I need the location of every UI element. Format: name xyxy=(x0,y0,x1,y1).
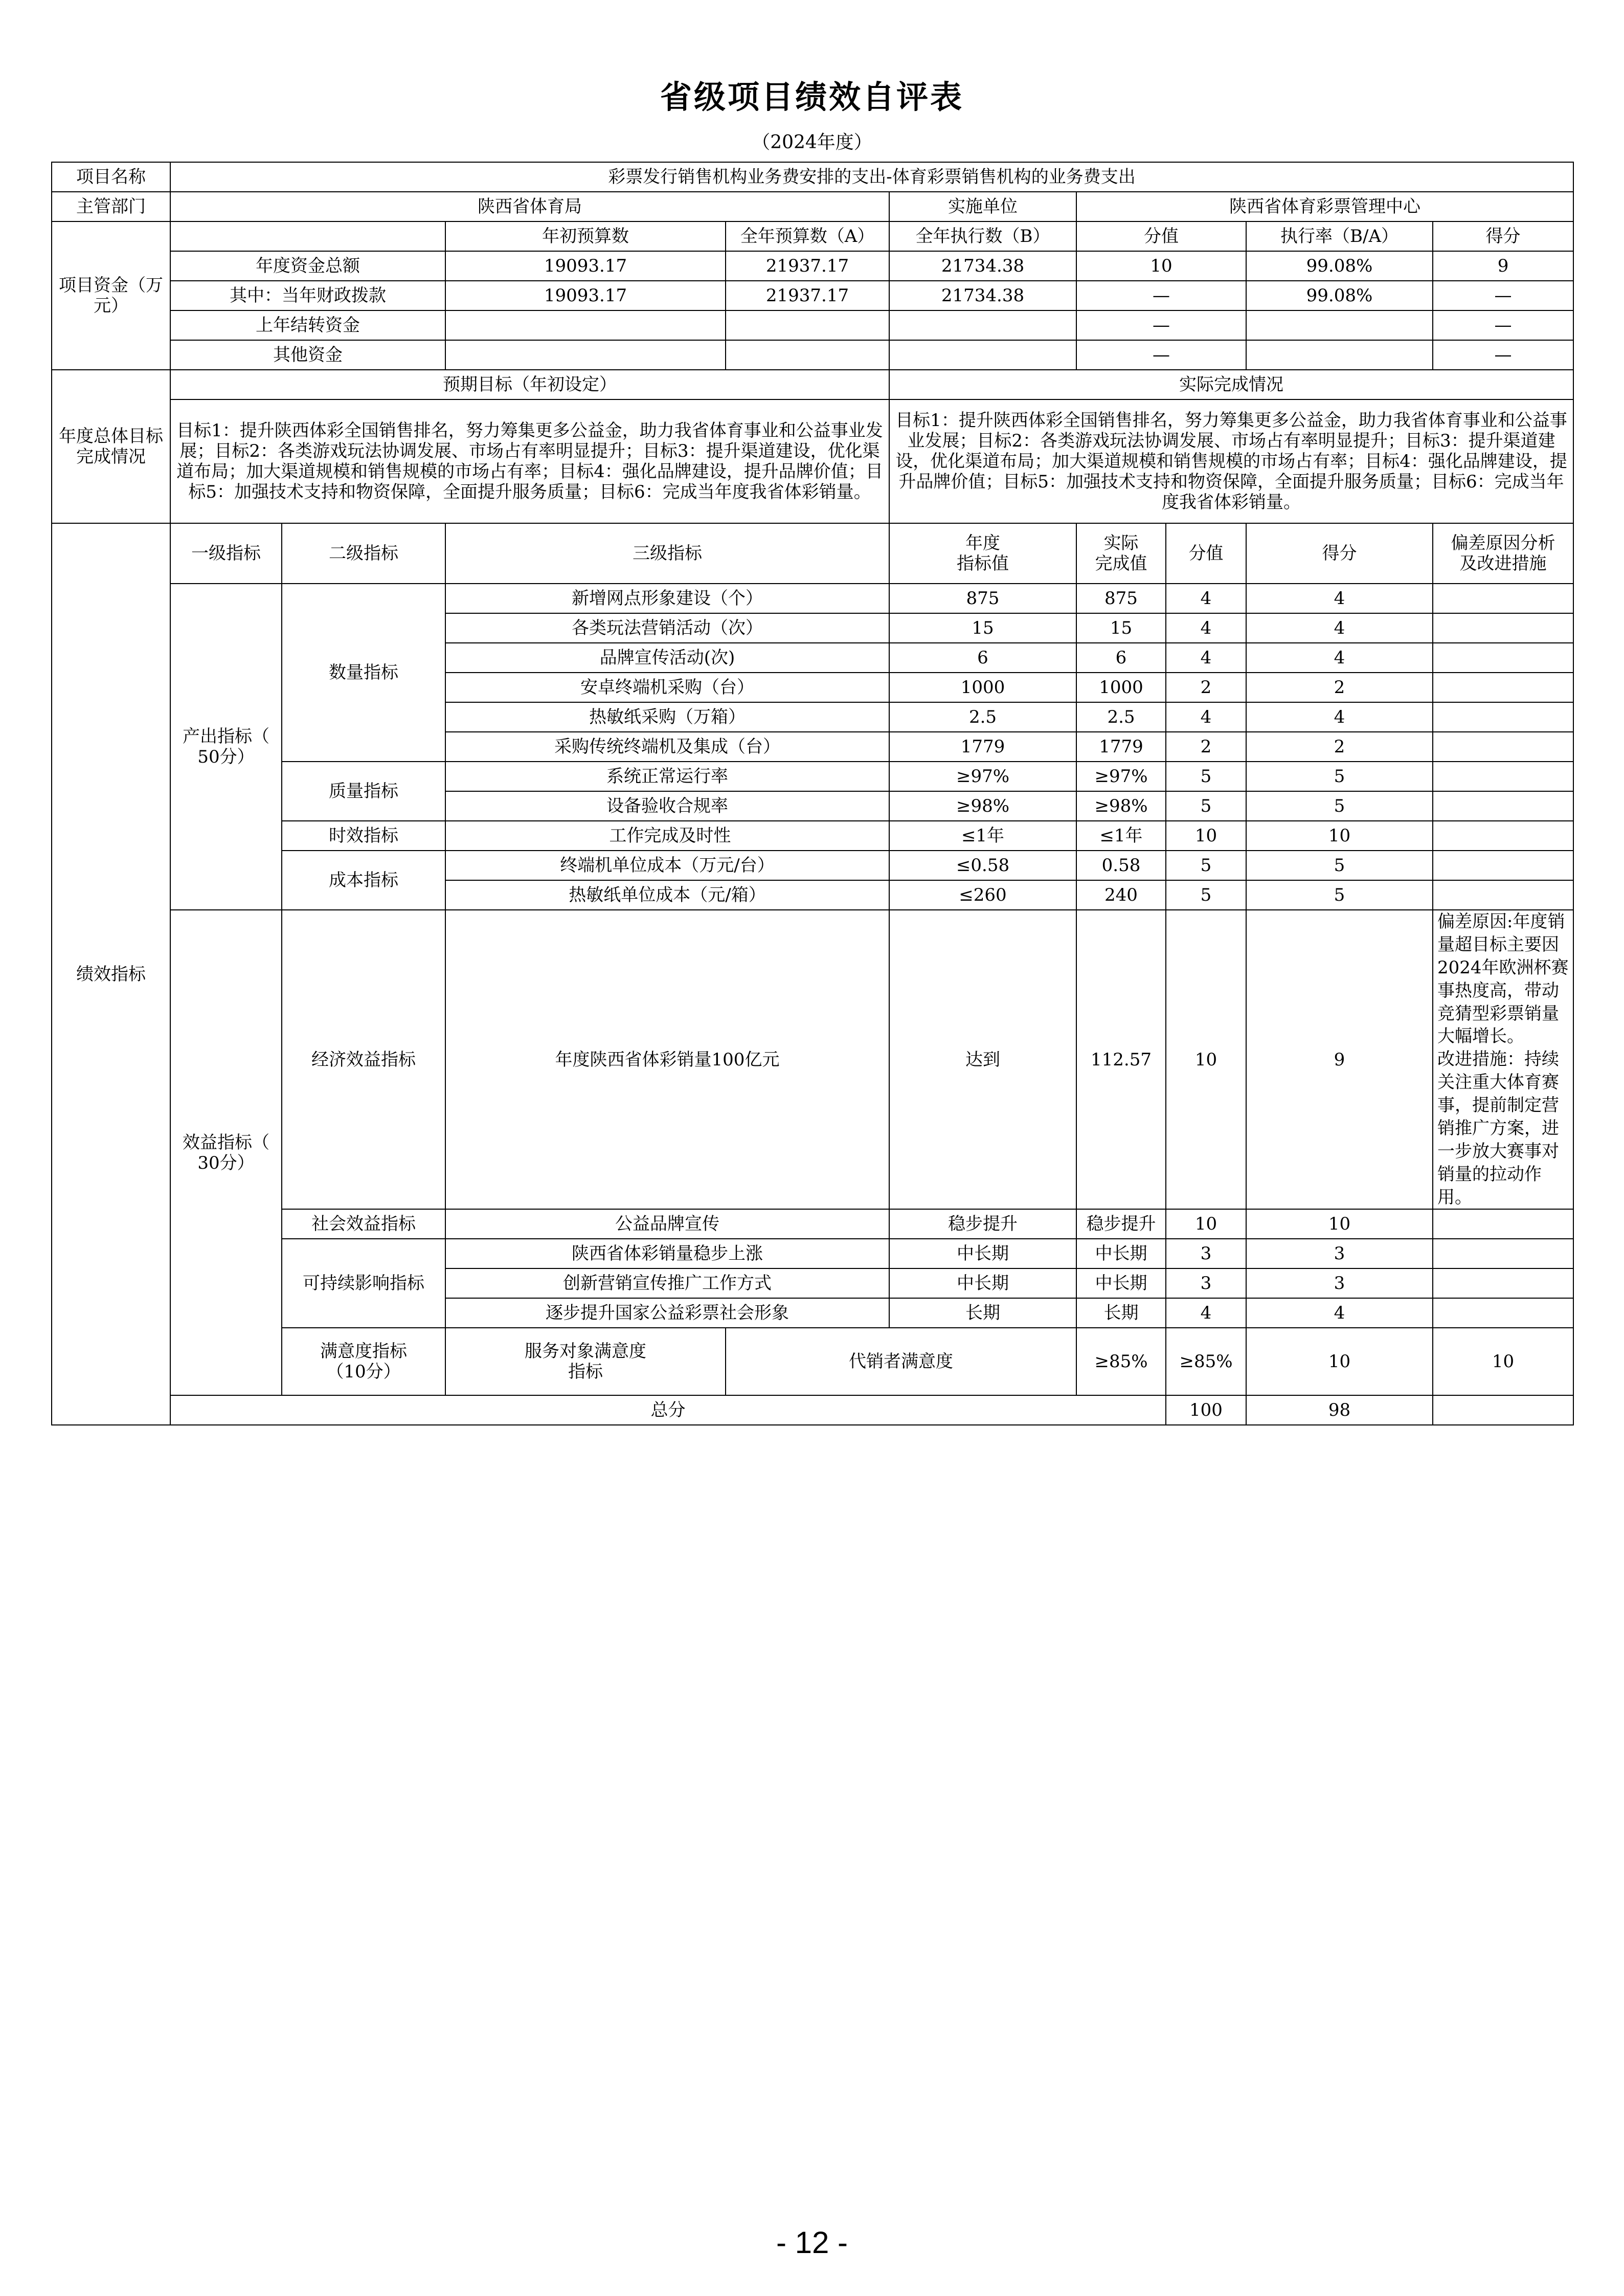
implementer-value: 陕西省体育彩票管理中心 xyxy=(1076,192,1573,221)
funds-cell: 21734.38 xyxy=(889,281,1076,310)
indicator-score: 9 xyxy=(1246,910,1433,1209)
indicator-name: 工作完成及时性 xyxy=(445,821,889,851)
indicator-name: 系统正常运行率 xyxy=(445,762,889,791)
indicator-actual: 112.57 xyxy=(1076,910,1166,1209)
indicator-name: 公益品牌宣传 xyxy=(445,1209,889,1239)
indicator-score: 5 xyxy=(1246,791,1433,821)
indicator-target: 1779 xyxy=(889,732,1076,762)
indicator-reason xyxy=(1433,643,1573,673)
sustainable-label: 可持续影响指标 xyxy=(282,1239,445,1328)
indicator-name: 年度陕西省体彩销量100亿元 xyxy=(445,910,889,1209)
indicator-name: 热敏纸单位成本（元/箱） xyxy=(445,880,889,910)
funds-row-label: 其中：当年财政拨款 xyxy=(170,281,445,310)
indicator-score: 5 xyxy=(1246,762,1433,791)
funds-cell: — xyxy=(1433,281,1573,310)
funds-row xyxy=(52,251,1573,281)
indicator-actual: 0.58 xyxy=(1076,851,1166,880)
indicator-score: 4 xyxy=(1246,584,1433,613)
level1-header: 一级指标 xyxy=(170,523,282,584)
indicator-row xyxy=(52,910,1573,1209)
indicator-reason xyxy=(1433,673,1573,702)
funds-row-label: 其他资金 xyxy=(170,340,445,370)
indicator-name: 陕西省体彩销量稳步上涨 xyxy=(445,1239,889,1268)
indicator-actual: 2.5 xyxy=(1076,702,1166,732)
indicator-value: 10 xyxy=(1246,1328,1433,1395)
actual-header: 实际 完成值 xyxy=(1076,523,1166,584)
funds-cell xyxy=(1246,310,1433,340)
funds-label: 项目资金（万元） xyxy=(52,221,170,370)
satisfaction-sub-label: 服务对象满意度 指标 xyxy=(445,1328,726,1395)
cost-label: 成本指标 xyxy=(282,851,445,910)
total-reason xyxy=(1433,1395,1573,1425)
score-header: 得分 xyxy=(1246,523,1433,584)
indicator-name: 逐步提升国家公益彩票社会形象 xyxy=(445,1298,889,1328)
benefit-label: 效益指标（ 30分） xyxy=(170,910,282,1395)
indicator-actual: 1000 xyxy=(1076,673,1166,702)
indicator-reason xyxy=(1433,762,1573,791)
indicator-name: 热敏纸采购（万箱） xyxy=(445,702,889,732)
funds-cell: — xyxy=(1076,281,1246,310)
indicator-target: 875 xyxy=(889,584,1076,613)
funds-cell: 19093.17 xyxy=(445,281,726,310)
total-label: 总分 xyxy=(170,1395,1166,1425)
funds-cell xyxy=(889,340,1076,370)
indicator-actual: ≥85% xyxy=(1166,1328,1246,1395)
indicator-value: 3 xyxy=(1166,1239,1246,1268)
timeliness-label: 时效指标 xyxy=(282,821,445,851)
indicator-score: 5 xyxy=(1246,880,1433,910)
indicator-name: 代销者满意度 xyxy=(726,1328,1076,1395)
indicator-name: 品牌宣传活动(次) xyxy=(445,643,889,673)
funds-cell xyxy=(445,310,726,340)
funds-cell: — xyxy=(1076,310,1246,340)
indicator-target: 达到 xyxy=(889,910,1076,1209)
quantity-label: 数量指标 xyxy=(282,584,445,762)
indicator-reason xyxy=(1433,880,1573,910)
planned-goal-header: 预期目标（年初设定） xyxy=(170,370,889,399)
social-label: 社会效益指标 xyxy=(282,1209,445,1239)
indicator-name: 设备验收合规率 xyxy=(445,791,889,821)
indicator-value: 2 xyxy=(1166,673,1246,702)
funds-cell xyxy=(1246,340,1433,370)
funds-row-label: 年度资金总额 xyxy=(170,251,445,281)
indicator-actual: 中长期 xyxy=(1076,1268,1166,1298)
indicator-actual: ≤1年 xyxy=(1076,821,1166,851)
indicator-value: 4 xyxy=(1166,643,1246,673)
funds-cell: 21937.17 xyxy=(726,281,889,310)
indicator-name: 创新营销宣传推广工作方式 xyxy=(445,1268,889,1298)
indicator-score: 5 xyxy=(1246,851,1433,880)
indicator-value: 10 xyxy=(1166,910,1246,1209)
indicator-target: ≤260 xyxy=(889,880,1076,910)
actual-goal-text: 目标1：提升陕西体彩全国销售排名，努力筹集更多公益金，助力我省体育事业和公益事业发展；目标2：各类游戏玩法协调发展、市场占有率明显提升；目标3：提升渠道建设，优化渠道布局；加大渠道规模和销售规模的市场占有率；目标4：强化品牌建设，提升品牌价值；目标5：加强技术支持和物资保障，全面提升服务质量；目标6：完成当年度我省体彩销量。 xyxy=(889,399,1573,523)
indicator-row xyxy=(52,584,1573,613)
indicator-value: 5 xyxy=(1166,762,1246,791)
page-title: 省级项目绩效自评表 xyxy=(660,78,964,116)
level3-header: 三级指标 xyxy=(445,523,889,584)
indicator-target: 1000 xyxy=(889,673,1076,702)
indicator-name: 新增网点形象建设（个） xyxy=(445,584,889,613)
funds-header: 分值 xyxy=(1076,221,1246,251)
indicator-value: 4 xyxy=(1166,1298,1246,1328)
goals-text-row xyxy=(52,399,1573,523)
indicator-target: 6 xyxy=(889,643,1076,673)
indicator-value: 5 xyxy=(1166,791,1246,821)
funds-cell: 99.08% xyxy=(1246,281,1433,310)
performance-header-row xyxy=(52,523,1573,584)
indicator-score: 2 xyxy=(1246,673,1433,702)
funds-cell: 21734.38 xyxy=(889,251,1076,281)
indicator-value: 4 xyxy=(1166,702,1246,732)
indicator-target: 稳步提升 xyxy=(889,1209,1076,1239)
funds-cell: 9 xyxy=(1433,251,1573,281)
actual-goal-header: 实际完成情况 xyxy=(889,370,1573,399)
indicator-score: 3 xyxy=(1246,1268,1433,1298)
department-row xyxy=(52,192,1573,221)
indicator-actual: 15 xyxy=(1076,613,1166,643)
indicator-target: 长期 xyxy=(889,1298,1076,1328)
indicator-reason xyxy=(1433,1298,1573,1328)
indicator-value: 10 xyxy=(1166,821,1246,851)
funds-row xyxy=(52,281,1573,310)
indicator-score: 4 xyxy=(1246,1298,1433,1328)
indicator-score: 10 xyxy=(1246,821,1433,851)
indicator-reason xyxy=(1433,613,1573,643)
indicator-name: 安卓终端机采购（台） xyxy=(445,673,889,702)
indicator-actual: 240 xyxy=(1076,880,1166,910)
department-value: 陕西省体育局 xyxy=(170,192,889,221)
indicator-reason xyxy=(1433,702,1573,732)
indicator-reason xyxy=(1433,732,1573,762)
level2-header: 二级指标 xyxy=(282,523,445,584)
indicator-score: 10 xyxy=(1246,1209,1433,1239)
indicator-actual: 中长期 xyxy=(1076,1239,1166,1268)
indicator-score: 4 xyxy=(1246,702,1433,732)
funds-cell xyxy=(726,310,889,340)
page-number: - 12 - xyxy=(776,2225,848,2260)
indicator-score: 3 xyxy=(1246,1239,1433,1268)
implementer-label: 实施单位 xyxy=(889,192,1076,221)
indicator-value: 10 xyxy=(1166,1209,1246,1239)
funds-header-row xyxy=(52,221,1573,251)
funds-row xyxy=(52,340,1573,370)
output-label: 产出指标（ 50分） xyxy=(170,584,282,910)
total-row xyxy=(52,1395,1573,1425)
funds-header: 执行率（B/A） xyxy=(1246,221,1433,251)
funds-header: 全年预算数（A） xyxy=(726,221,889,251)
economic-label: 经济效益指标 xyxy=(282,910,445,1209)
project-name-row xyxy=(52,162,1573,192)
planned-goal-text: 目标1：提升陕西体彩全国销售排名，努力筹集更多公益金，助力我省体育事业和公益事业发展；目标2：各类游戏玩法协调发展、市场占有率明显提升；目标3：提升渠道建设，优化渠道布局；加大渠道规模和销售规模的市场占有率；目标4：强化品牌建设，提升品牌价值；目标5：加强技术支持和物资保障，全面提升服务质量；目标6：完成当年度我省体彩销量。 xyxy=(170,399,889,523)
indicator-target: 15 xyxy=(889,613,1076,643)
evaluation-table xyxy=(51,162,1574,1425)
indicator-name: 各类玩法营销活动（次） xyxy=(445,613,889,643)
indicator-target: 中长期 xyxy=(889,1268,1076,1298)
indicator-score: 4 xyxy=(1246,643,1433,673)
deviation-reason: 偏差原因:年度销量超目标主要因2024年欧洲杯赛事热度高，带动竞猜型彩票销量大幅增长。 改进措施：持续关注重大体育赛事，提前制定营销推广方案，进一步放大赛事对销量的拉动作用。 xyxy=(1433,910,1573,1209)
indicator-value: 4 xyxy=(1166,613,1246,643)
funds-header: 年初预算数 xyxy=(445,221,726,251)
funds-cell: 19093.17 xyxy=(445,251,726,281)
satisfaction-label: 满意度指标 （10分） xyxy=(282,1328,445,1395)
indicator-name: 采购传统终端机及集成（台） xyxy=(445,732,889,762)
department-label: 主管部门 xyxy=(52,192,170,221)
indicator-value: 5 xyxy=(1166,851,1246,880)
indicator-name: 终端机单位成本（万元/台） xyxy=(445,851,889,880)
funds-cell: 21937.17 xyxy=(726,251,889,281)
quality-label: 质量指标 xyxy=(282,762,445,821)
funds-header: 得分 xyxy=(1433,221,1573,251)
target-header: 年度 指标值 xyxy=(889,523,1076,584)
indicator-target: ≥85% xyxy=(1076,1328,1166,1395)
indicator-value: 5 xyxy=(1166,880,1246,910)
indicator-value: 4 xyxy=(1166,584,1246,613)
funds-row-label: 上年结转资金 xyxy=(170,310,445,340)
indicator-reason xyxy=(1433,821,1573,851)
indicator-target: ≤0.58 xyxy=(889,851,1076,880)
indicator-value: 2 xyxy=(1166,732,1246,762)
indicator-actual: 长期 xyxy=(1076,1298,1166,1328)
funds-cell: — xyxy=(1433,310,1573,340)
indicator-actual: ≥97% xyxy=(1076,762,1166,791)
indicator-score: 4 xyxy=(1246,613,1433,643)
funds-header: 全年执行数（B） xyxy=(889,221,1076,251)
project-name-label: 项目名称 xyxy=(52,162,170,192)
total-value: 100 xyxy=(1166,1395,1246,1425)
indicator-reason xyxy=(1433,851,1573,880)
goals-header-row xyxy=(52,370,1573,399)
indicator-target: 中长期 xyxy=(889,1239,1076,1268)
reason-header: 偏差原因分析 及改进措施 xyxy=(1433,523,1573,584)
score-value-header: 分值 xyxy=(1166,523,1246,584)
indicator-actual: ≥98% xyxy=(1076,791,1166,821)
performance-label: 绩效指标 xyxy=(52,523,170,1425)
indicator-actual: 875 xyxy=(1076,584,1166,613)
indicator-reason xyxy=(1433,791,1573,821)
project-name-value: 彩票发行销售机构业务费安排的支出-体育彩票销售机构的业务费支出 xyxy=(170,162,1573,192)
total-score: 98 xyxy=(1246,1395,1433,1425)
funds-cell: — xyxy=(1433,340,1573,370)
indicator-target: 2.5 xyxy=(889,702,1076,732)
funds-cell: 10 xyxy=(1076,251,1246,281)
funds-cell: — xyxy=(1076,340,1246,370)
year-label: （2024年度） xyxy=(752,132,872,153)
indicator-actual: 6 xyxy=(1076,643,1166,673)
indicator-actual: 1779 xyxy=(1076,732,1166,762)
indicator-reason xyxy=(1433,1209,1573,1239)
indicator-value: 3 xyxy=(1166,1268,1246,1298)
indicator-score: 2 xyxy=(1246,732,1433,762)
indicator-target: ≥98% xyxy=(889,791,1076,821)
funds-cell xyxy=(889,310,1076,340)
funds-cell: 99.08% xyxy=(1246,251,1433,281)
funds-cell xyxy=(445,340,726,370)
indicator-reason xyxy=(1433,1239,1573,1268)
indicator-target: ≥97% xyxy=(889,762,1076,791)
indicator-reason xyxy=(1433,584,1573,613)
indicator-score: 10 xyxy=(1433,1328,1573,1395)
goals-label: 年度总体目标完成情况 xyxy=(52,370,170,523)
indicator-reason xyxy=(1433,1268,1573,1298)
funds-cell xyxy=(726,340,889,370)
funds-row xyxy=(52,310,1573,340)
indicator-target: ≤1年 xyxy=(889,821,1076,851)
indicator-actual: 稳步提升 xyxy=(1076,1209,1166,1239)
